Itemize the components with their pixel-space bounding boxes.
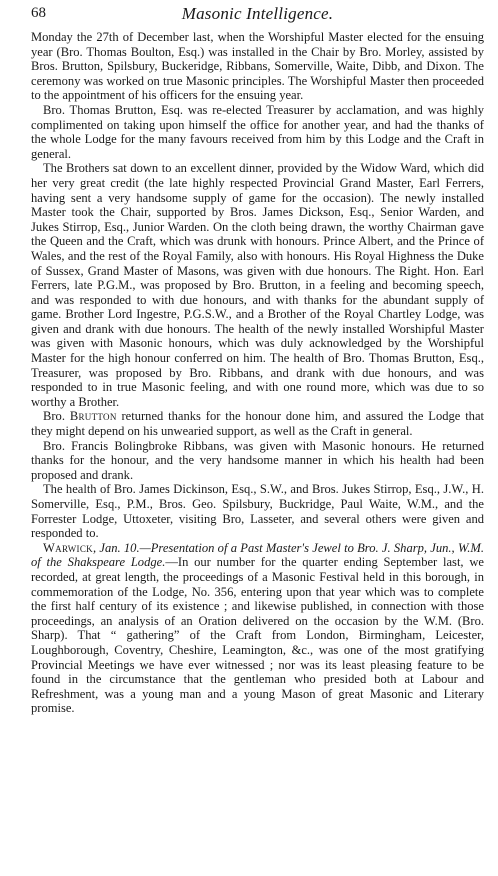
warwick-title: —Presentation of a Past Master's Jewel to Bro. J. Sharp, Jun., W.M. of the Shakspeare Lodge. <box>31 540 484 570</box>
paragraph-brutton-rest: returned thanks for the honour done him, and assured the Lodge that they might depend on his unwearied support, as well as the Craft in general. <box>31 409 485 439</box>
paragraph-brutton-thanks <box>31 409 484 438</box>
paragraph-treasurer: Bro. Thomas Brutton, Esq. was re-elected Treasurer by acclamation, and was highly complimented on taking upon himself the office for another year, and had the thanks of the whole Lodge for the many favours received from him by this Lodge and the Craft in general. <box>31 102 484 161</box>
page-number: 68 <box>31 5 46 21</box>
warwick-date: , Jan. 10. <box>92 540 140 555</box>
page-header <box>31 4 484 30</box>
paragraph-healths: The health of Bro. James Dickinson, Esq., S.W., and Bros. Jukes Stirrop, Esq., J.W., H. Somerville, Esq., P.M., Bros. Geo. Spilsbury, Buckridge, Paul Waite, W.M., and the Forrester Lodge, Uttoxeter, visiting Bro, Lasseter, and several others were given and responded to. <box>31 482 484 541</box>
article-body <box>31 30 484 716</box>
paragraph-warwick <box>31 541 484 716</box>
running-title: Masonic Intelligence. <box>181 4 334 23</box>
paragraph-dinner: The Brothers sat down to an excellent dinner, provided by the Widow Ward, which did her very great credit (the late highly respected Provincial Grand Master, Earl Ferrers, having sent a very handsome supply of game for the occasion). The newly installed Master took the Chair, supported by Bros. James Dickson, Esq., Senior Warden, and Jukes Stirrop, Esq., Junior Warden. On the cloth being drawn, the worthy Chairman gave the Queen and the Craft, which was drunk with honours. Prince Albert, and the Prince of Wales, and the rest of the Royal Family, also with honours. His Royal Highness the Duke of Sussex, Grand Master of Masons, was given with due honours. The Right. Hon. Earl Ferrers, late P.G.M., was proposed by Bro. Brutton, in a feeling and becoming speech, and was responded to with due honours, and with thanks for the abundant supply of game. Brother Lord Ingestre, P.G.S.W., and a Brother of the Royal Chartley Lodge, was given and drank with due honours. The health of the newly installed Worshipful Master was given with Masonic honours, which was duly acknowledged by the Worshipful Master for the high honour conferred on him. The health of Bro. Thomas Brutton, Esq., Treasurer, was proposed by Bro. Ribbans, and drank with due honours, and was responded to in true Masonic feeling, and with one round more, which was due to so worthy a Brother. <box>31 161 484 409</box>
warwick-text: —In our number for the quarter ending September last, we recorded, at great length, the proceedings of a Masonic Festival held in this borough, in commemoration of the Lodge, No. 356, entering upon that year which was to complete the first half century of its existence ; and likewise published, in connection with those proceedings, an analysis of an Oration delivered on the occasion by the W.M. (Bro. Sharp). That “ gathering” of the Craft from London, Birmingham, Leicester, Loughborough, Coventry, Cheshire, Leamington, &c., was one of the most gratifying Provincial Meetings we have ever witnessed ; nor was its least pleasing feature to be found in the circumstance that the gentleman who presided both at Labour and Refreshment, was a young man and a young Mason of great Masonic and Literary promise. <box>31 555 484 716</box>
brutton-name: Brutton <box>69 409 117 424</box>
warwick-place: Warwick <box>43 540 93 555</box>
paragraph-brutton-lead: Bro. <box>43 409 70 424</box>
paragraph-ribbans: Bro. Francis Bolingbroke Ribbans, was given with Masonic honours. He returned thanks for the honour, and the very handsome manner in which his health had been proposed and drank. <box>31 438 484 482</box>
paragraph-installation: Monday the 27th of December last, when the Worshipful Master elected for the ensuing year (Bro. Thomas Boulton, Esq.) was installed in the Chair by Bro. Morley, assisted by Bros. Brutton, Spilsbury, Buckeridge, Ribbans, Somerville, Waite, Dibb, and Dixon. The ceremony was worked on true Masonic principles. The Worshipful Master then proceeded to the appointment of his officers for the ensuing year. <box>31 30 484 103</box>
